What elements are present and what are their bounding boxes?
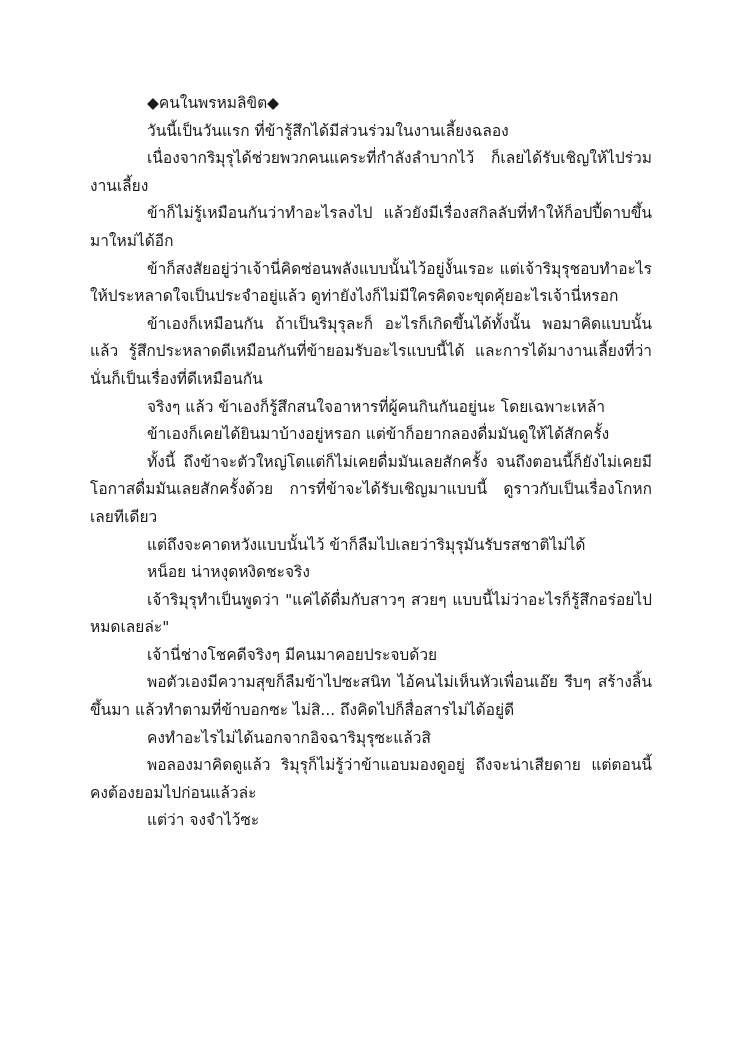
paragraph: จริงๆ แล้ว ข้าเองก็รู้สึกสนใจอาหารที่ผู้คนกินกันอยู่นะ โดยเฉพาะเหล้า <box>147 397 606 416</box>
paragraph: คงทำอะไรไม่ได้นอกจากอิจฉาริมุรุซะแล้วสิ <box>147 728 431 747</box>
paragraph: พอตัวเองมีความสุขก็ลืมข้าไปซะสนิท ไอ้คนไม่เห็นหัวเพื่อนเอ๊ย รีบๆ สร้างลิ้นขึ้นมา แล้วทำตามที่ข้าบอกซะ ไม่สิ... ถึงคิดไปก็สื่อสารไม่ได้อยู่ดี <box>90 673 652 720</box>
paragraph: เจ้าริมุรุทำเป็นพูดว่า "แค่ได้ดื่มกับสาวๆ สวยๆ แบบนี้ไม่ว่าอะไรก็รู้สึกอร่อยไปหมดเลยล่ะ" <box>90 590 652 637</box>
paragraph: แต่ถึงจะคาดหวังแบบนั้นไว้ ข้าก็ลืมไปเลยว่าริมุรุมันรับรสชาติไม่ได้ <box>147 535 586 554</box>
paragraph: ข้าเองก็เหมือนกัน ถ้าเป็นริมุรุละก็ อะไรก็เกิดขึ้นได้ทั้งนั้น พอมาคิดแบบนั้นแล้ว รู้สึกประหลาดดีเหมือนกันที่ข้ายอมรับอะไรแบบนี้ได้ และการได้มางานเลี้ยงที่ว่า นั่นก็เป็นเรื่องที่ดีเหมือนกัน <box>90 314 652 388</box>
paragraph: วันนี้เป็นวันแรก ที่ข้ารู้สึกได้มีส่วนร่วมในงานเลี้ยงฉลอง <box>147 121 509 140</box>
paragraph: ข้าก็สงสัยอยู่ว่าเจ้านี่คิดซ่อนพลังแบบนั้นไว้อยู่งั้นเรอะ แต่เจ้าริมุรุชอบทำอะไรให้ประหลาดใจเป็นประจำอยู่แล้ว ดูท่ายังไงก็ไม่มีใครคิดจะขุดคุ้ยอะไรเจ้านี่หรอก <box>90 259 652 306</box>
paragraph: แต่ว่า จงจำไว้ซะ <box>147 811 260 830</box>
paragraph: ทั้งนี้ ถึงข้าจะตัวใหญ่โตแต่ก็ไม่เคยดื่มมันเลยสักครั้ง จนถึงตอนนี้ก็ยังไม่เคยมีโอกาสดื่มมันเลยสักครั้งด้วย การที่ข้าจะได้รับเชิญมาแบบนี้ ดูราวกับเป็นเรื่องโกหกเลยทีเดียว <box>90 452 652 526</box>
paragraph: ข้าก็ไม่รู้เหมือนกันว่าทำอะไรลงไป แล้วยังมีเรื่องสกิลลับที่ทำให้ก็อปปี้ดาบขึ้นมาใหม่ได้อีก <box>90 204 652 250</box>
document-title: ◆คนในพรหมลิขิต◆ <box>147 94 280 112</box>
paragraph: พอลองมาคิดดูแล้ว ริมุรุก็ไม่รู้ว่าข้าแอบมองดูอยู่ ถึงจะน่าเสียดาย แต่ตอนนี้คงต้องยอมไปก่อนแล้วล่ะ <box>90 756 652 802</box>
paragraph: หน็อย น่าหงุดหงิดชะจริง <box>147 563 310 582</box>
paragraph: เนื่องจากริมุรุได้ช่วยพวกคนแคระที่กำลังลำบากไว้ ก็เลยได้รับเชิญให้ไปร่วมงานเลี้ยง <box>90 149 652 195</box>
paragraph: เจ้านี่ช่างโชคดีจริงๆ มีคนมาคอยประจบด้วย <box>147 645 438 664</box>
document-body <box>90 90 652 835</box>
paragraph: ข้าเองก็เคยได้ยินมาบ้างอยู่หรอก แต่ข้าก็อยากลองดื่มมันดูให้ได้สักครั้ง <box>147 425 610 444</box>
